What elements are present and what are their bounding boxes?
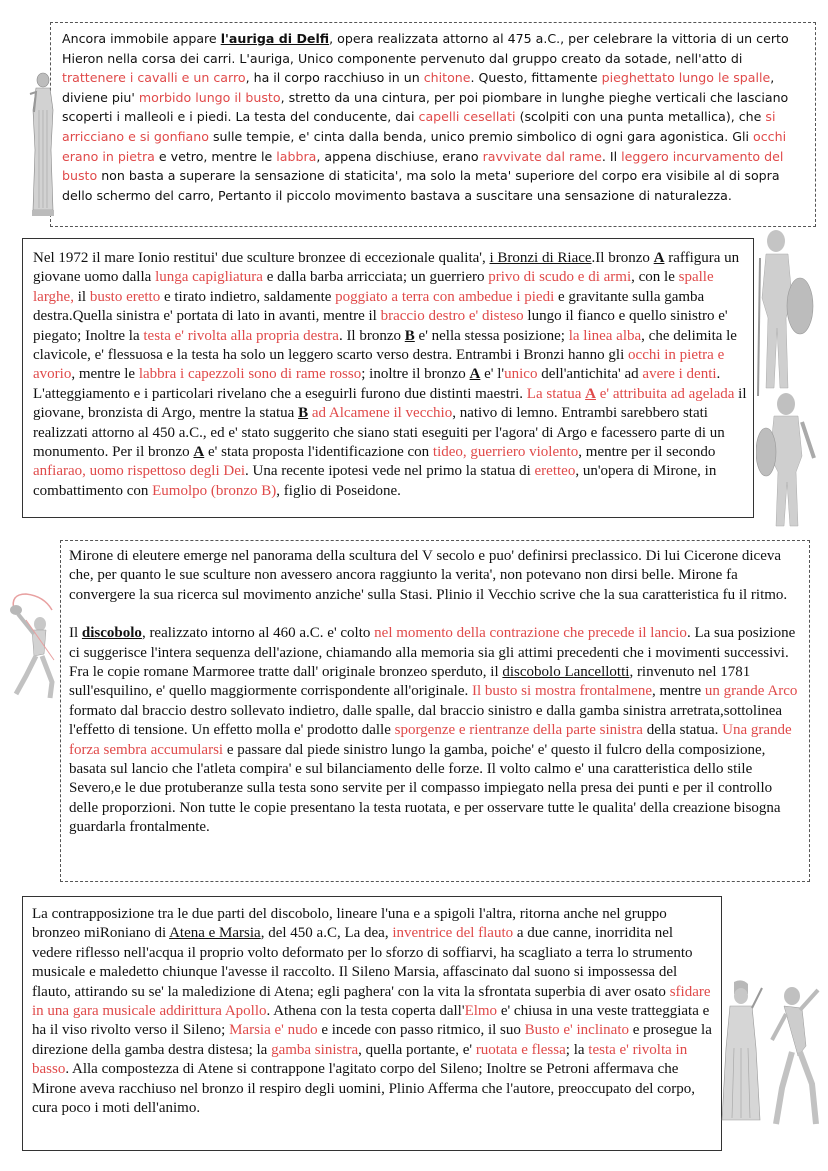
highlighted-text: si arricciano e si gonfiano xyxy=(62,109,776,144)
text-run: e vetro, mentre le xyxy=(154,148,277,164)
atena-marsia-section xyxy=(22,896,722,1151)
highlighted-text: Marsia e' nudo xyxy=(229,1022,318,1039)
text-run: e prosegue la direzione della gamba destra distesa; la xyxy=(32,1022,712,1058)
highlighted-text: capelli cesellati xyxy=(418,109,516,125)
auriga-section xyxy=(50,22,816,227)
text-run: Ancora immobile appare xyxy=(62,31,221,46)
underlined-text: discobolo Lancellotti xyxy=(502,664,630,681)
text-run: , che delimita le clavicole, e' flessuosa e la testa ha solo un leggero scarto verso destra. Entrambi i Bronzi hanno gli xyxy=(33,327,737,364)
riace-paragraph xyxy=(33,249,747,501)
highlighted-text: tideo, guerriero violento xyxy=(432,444,579,461)
text-run: , realizzato intorno al 460 a.C. e' colto xyxy=(141,625,375,642)
text-run: , quella portante, e' xyxy=(358,1041,476,1058)
highlighted-text: nel momento della contrazione che precede il lancio xyxy=(374,625,687,642)
highlighted-text: privo di scudo e di armi xyxy=(488,269,632,286)
text-run: , un'opera di Mirone, in combattimento con xyxy=(33,463,717,499)
text-run: , con le xyxy=(631,269,679,286)
text-run: sulle tempie, e' cinta dalla benda, unico premio simbolico di ogni gara agonistica. Gli xyxy=(208,128,754,144)
text-run: (scolpiti con una punta metallica), che xyxy=(515,109,766,125)
auriga-statue-icon xyxy=(26,70,60,220)
text-run: .Il bronzo xyxy=(591,250,654,266)
highlighted-text: occhi erano in pietra xyxy=(62,128,787,164)
highlighted-text: Una grande forza sembra accumularsi xyxy=(69,722,792,758)
underlined-text: discobolo xyxy=(81,625,142,642)
highlighted-text: morbido lungo il busto xyxy=(138,89,281,105)
text-run: e incede con passo ritmico, il suo xyxy=(317,1022,525,1039)
text-run: il giovane, bronzista di Argo, mentre la statua xyxy=(33,385,747,422)
text-run: , opera realizzata attorno al 475 a.C., per celebrare la vittoria di un certo Hieron nella corsa dei carri. L'auriga, Unico componente pervenuto dal gruppo creato da sotade, nell'atto di xyxy=(62,31,789,66)
text-run: , mentre per il secondo xyxy=(578,444,716,461)
underlined-text: A xyxy=(193,444,205,461)
highlighted-text: labbra xyxy=(276,148,317,164)
underlined-text: B xyxy=(298,405,309,422)
text-run: . Il xyxy=(601,148,622,164)
text-run: , mentre xyxy=(651,683,705,700)
highlighted-text: anfiarao, uomo rispettoso degli Dei xyxy=(33,463,246,480)
highlighted-text: lunga capigliatura xyxy=(155,269,263,286)
text-run: , ha il corpo racchiuso in un xyxy=(245,70,424,86)
text-run: e' chiusa in una veste tratteggiata e ha il viso rivolto verso il Sileno; xyxy=(32,1003,710,1039)
highlighted-text: testa e' rivolta in basso xyxy=(32,1041,688,1078)
text-run: , del 450 a.C, La dea, xyxy=(260,925,393,942)
text-run: , mentre le xyxy=(71,366,139,383)
text-run: . Alla compostezza di Atene si contrappone l'agitato corpo del Sileno; Inoltre se Petroni affermava che Mirone aveva racchiuso nel bronzo il respiro degli uomini, Plinio Afferma che l'autore, preoccupato del corpo, cura poco i moti dell'animo. xyxy=(32,1061,696,1117)
underlined-text: Atena e Marsia xyxy=(169,925,261,942)
text-run: , stretto da una cintura, per poi piombare in lunghe pieghe verticali che lasciano scoperti i malleoli e i piedi. La testa del conducente, dai xyxy=(62,89,789,125)
text-run: e' nella stessa posizione; xyxy=(414,327,569,344)
text-run: dell'antichita' ad xyxy=(537,366,643,383)
riace-section xyxy=(22,238,754,518)
text-run: La contrapposizione tra le due parti del discobolo, lineare l'una e a spigoli l'altra, ritorna anche nel gruppo bronzeo miRoniano di xyxy=(32,906,667,942)
text-run: lungo il fianco e quello sinistro e' piegato; Inoltre la xyxy=(33,308,728,344)
text-run: il xyxy=(73,288,90,305)
highlighted-text: A xyxy=(585,385,596,402)
mirone-section xyxy=(60,540,810,882)
highlighted-text: gamba sinistra xyxy=(271,1041,359,1058)
text-run: Il xyxy=(69,625,82,642)
text-run: e' l' xyxy=(480,366,505,383)
highlighted-text: braccio destro e' disteso xyxy=(380,308,524,325)
highlighted-text: testa e' rivolta alla propria destra xyxy=(143,327,339,344)
text-run: . Una recente ipotesi vede nel primo la statua di xyxy=(245,463,535,480)
text-run: . Athena con la testa coperta dall' xyxy=(266,1003,465,1020)
text-run: ; la xyxy=(565,1041,589,1058)
highlighted-text: unico xyxy=(504,366,538,383)
highlighted-text: eretteo xyxy=(534,463,576,480)
text-run: , nativo di lemno. Entrambi sarebbero stati realizzati attorno al 450 a.C., ed e' stato suggerito che siano stati eseguiti per l'agora' di Argo e facessero parte di un monumento. Per il bronzo xyxy=(33,405,725,461)
underlined-text: B xyxy=(404,327,415,344)
underlined-text: l'auriga di Delfi xyxy=(220,31,330,46)
text-run: , appena dischiuse, erano xyxy=(316,148,483,164)
text-run: e gravitante sulla gamba destra.Quella sinistra e' portata di lato in avanti, mentre il xyxy=(33,288,705,325)
discobolo-statue-icon xyxy=(6,590,64,702)
underlined-text: A xyxy=(469,366,481,383)
highlighted-text: leggero incurvamento del busto xyxy=(62,148,784,184)
highlighted-text: ruotata e flessa xyxy=(475,1041,566,1058)
highlighted-text: La statua xyxy=(526,385,586,402)
highlighted-text: spalle larghe, xyxy=(33,269,714,305)
text-run: . La sua posizione ci suggerisce l'intera sequenza dell'azione, chiamando alla memoria sia gli attimi precedenti che i movimenti successivi. Fra le copie romane Marmoree tratte dall' originale bronzeo sperduto, il xyxy=(69,625,796,681)
text-run: . L'atteggiamento e i particolari rivelano che a eseguirli furono due distinti maestri. xyxy=(33,366,721,402)
highlighted-text: busto eretto xyxy=(89,288,161,305)
text-run: Mirone di eleutere emerge nel panorama della scultura del V secolo e puo' definirsi preclassico. Di lui Cicerone diceva che, per quanto le sue sculture non avessero ancora raggiunto la verita', non potevano non dirsi belle. Mirone fa convergere la sua ricerca sul movimento anziche' sulla Stasi. Plinio il Vecchio scrive che la sua caratteristica fu il ritmo. xyxy=(69,548,788,603)
highlighted-text: sporgenze e rientranze della parte sinistra xyxy=(394,722,643,739)
highlighted-text: labbra i capezzoli sono di rame rosso xyxy=(138,366,362,383)
text-run: , diviene piu' xyxy=(62,70,775,105)
text-run: e' stata proposta l'identificazione con xyxy=(204,444,433,461)
underlined-text: i Bronzi di Riace xyxy=(489,250,592,266)
text-run: formato dal braccio destro sollevato indietro, dalle spalle, dal braccio sinistro e dalla gamba sinistra arretrata,sottolinea l'effetto di tensione. Un effetto molla e' prodotto dalle xyxy=(69,702,783,739)
text-run: a due canne, inorridita nel vedere riflesso nell'acqua il proprio volto deformato per lo sforzo di soffiarvi, ha scagliato a terra lo strumento musicale e maledetto chiunque l'avesse il raccolto. Il Sileno Marsia, affascinato dal suono si impossessa del flauto, attirando su se' la maledizione di Atena; egli paghera' con la vita la sfrontata superbia di aver osato xyxy=(32,925,693,1000)
text-run: e dalla barba arricciata; un guerriero xyxy=(262,269,489,286)
discobolo-paragraph xyxy=(69,624,801,837)
highlighted-text: avere i denti xyxy=(642,366,717,383)
text-run: , rinvenuto nel 1781 sull'esquilino, e' quello maggiormente corrispondente all'originale. xyxy=(69,664,751,700)
text-run: raffigura un giovane uomo dalla xyxy=(33,250,740,286)
highlighted-text: la linea alba xyxy=(568,327,642,344)
highlighted-text: chitone xyxy=(423,70,471,86)
highlighted-text: ravvivate dal rame xyxy=(482,148,602,164)
bronze-b-statue-icon xyxy=(756,392,818,532)
text-run: Nel 1972 il mare Ionio restitui' due sculture bronzee di eccezionale qualita', xyxy=(33,250,490,266)
highlighted-text: ad Alcamene il vecchio xyxy=(311,405,453,422)
text-run: della statua. xyxy=(642,722,723,739)
highlighted-text: Il busto si mostra frontalmene xyxy=(472,683,652,700)
highlighted-text: Busto e' inclinato xyxy=(524,1022,629,1039)
text-run: e tirato indietro, saldamente xyxy=(160,288,336,305)
text-run: ; inoltre il bronzo xyxy=(361,366,470,383)
text-run: . Il bronzo xyxy=(338,327,405,344)
underlined-text: A xyxy=(653,250,665,266)
highlighted-text: Eumolpo (bronzo B) xyxy=(152,482,277,499)
highlighted-text: Elmo xyxy=(464,1003,498,1020)
bronze-a-statue-icon xyxy=(754,228,816,398)
highlighted-text: e' attribuita ad agelada xyxy=(595,385,735,402)
text-run: non basta a superare la sensazione di staticita', ma solo la meta' superiore del corpo era visibile al di sopra dello schermo del carro, Pertanto il piccolo movimento bastava a suscitare una sensazione di naturalezza. xyxy=(62,168,780,203)
athena-statue-icon xyxy=(716,978,766,1128)
text-run: . Questo, fittamente xyxy=(470,70,602,86)
highlighted-text: sfidare in una gara musicale addirittura Apollo xyxy=(32,983,711,1020)
highlighted-text: inventrice del flauto xyxy=(392,925,514,942)
mirone-paragraph xyxy=(69,547,801,605)
text-run: , figlio di Poseidone. xyxy=(276,482,401,499)
highlighted-text: pieghettato lungo le spalle xyxy=(601,70,771,86)
highlighted-text: un grande Arco xyxy=(704,683,798,700)
auriga-paragraph xyxy=(62,29,805,205)
highlighted-text: occhi in pietra e avorio xyxy=(33,347,725,383)
text-run: e passare dal piede sinistro lungo la gamba, poiche' e' questo il fulcro della composizione, basata sul lancio che l'atleta compira' e sul bilanciamento delle forze. Il volto calmo e' una caratteristica dello stile Severo,e le due protuberanze sulla testa sono servite per il compasso impiegato nella presa dei punti e per il controllo delle proporzioni. Non tutte le copie presentano la testa ruotata, e per osservare tutte le qualita' della creazione bisogna guardarla frontalmente. xyxy=(69,741,781,836)
atena-marsia-paragraph xyxy=(32,905,715,1118)
marsia-statue-icon xyxy=(766,980,824,1130)
highlighted-text: trattenere i cavalli e un carro xyxy=(62,70,246,86)
highlighted-text: poggiato a terra con ambedue i piedi xyxy=(335,288,555,305)
